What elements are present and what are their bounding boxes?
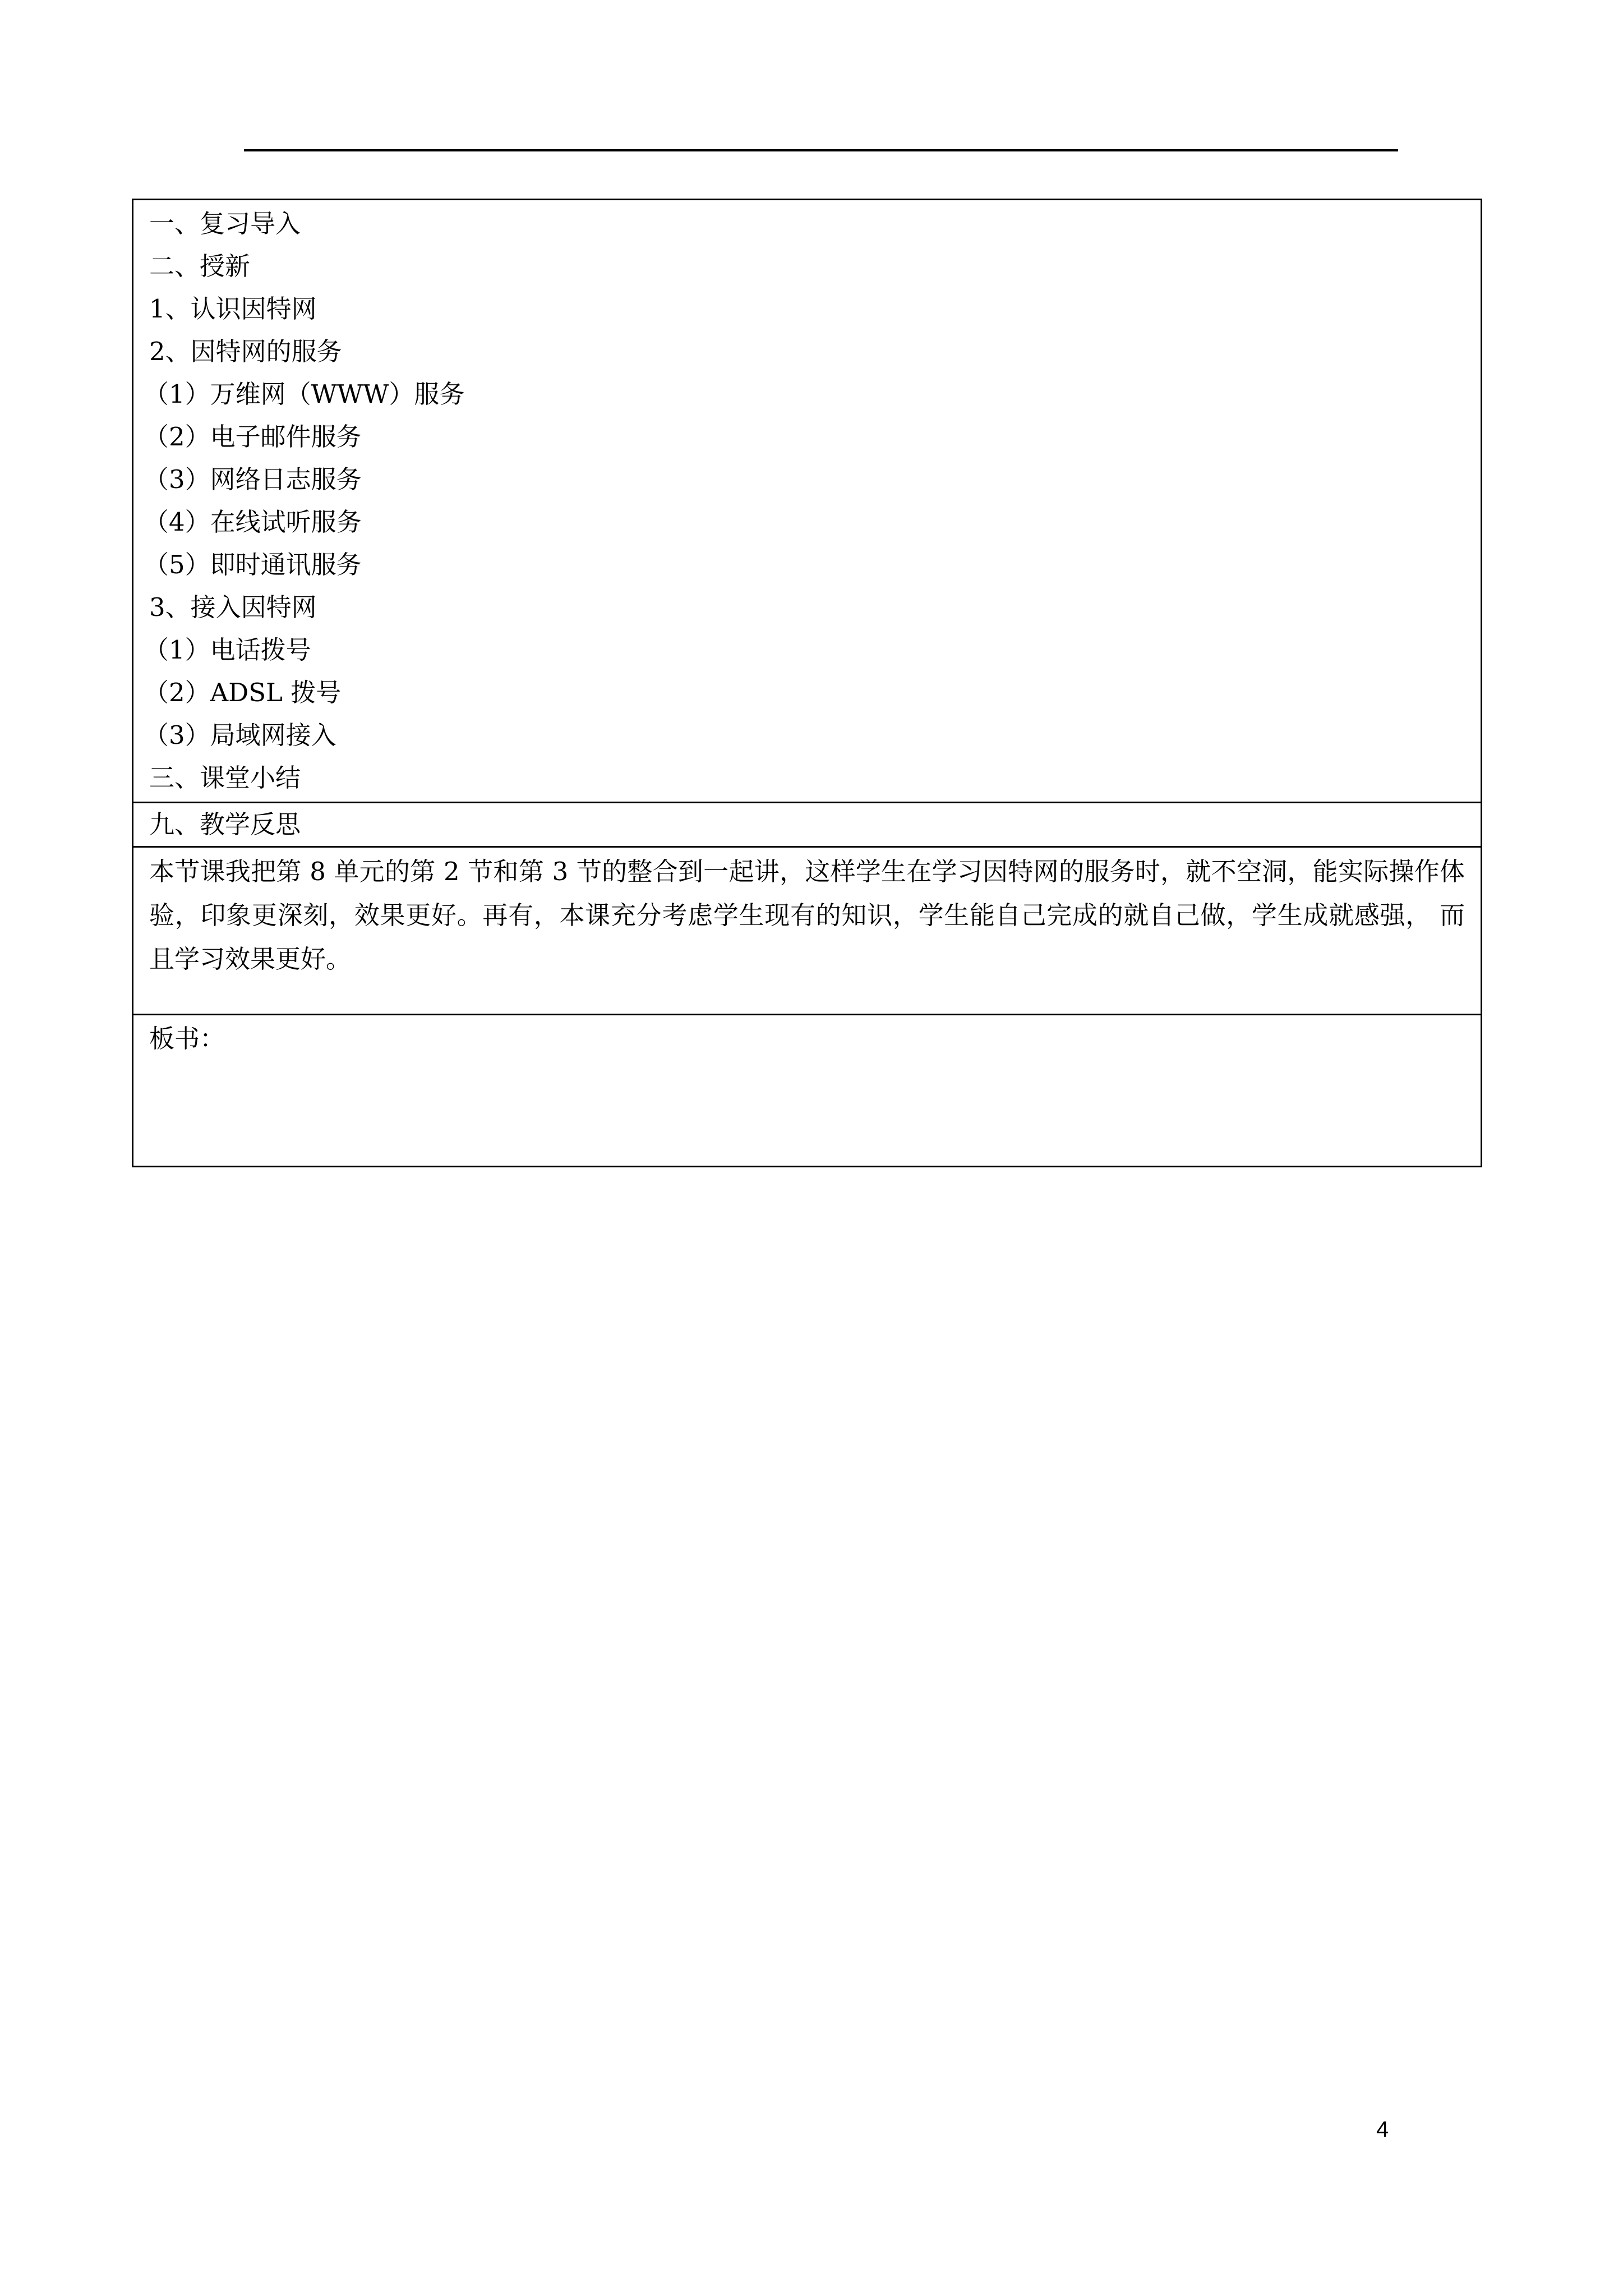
outline-item: 2、因特网的服务 [149, 337, 342, 366]
lesson-plan-table [132, 199, 1482, 1167]
outline-item: 3、接入因特网 [149, 592, 317, 622]
outline-item: （3）局域网接入 [144, 720, 336, 750]
outline-item: （4）在线试听服务 [144, 507, 362, 537]
page-number: 4 [1376, 2117, 1389, 2142]
outline-item: 一、复习导入 [149, 209, 301, 238]
outline-item: （1）电话拨号 [144, 635, 311, 665]
outline-item: （2）ADSL 拨号 [144, 678, 342, 707]
outline-item: （5）即时通讯服务 [144, 550, 362, 579]
header-rule [244, 149, 1398, 151]
outline-row [133, 200, 1482, 803]
board-label: 板书： [149, 1024, 225, 1053]
reflection-heading-row [133, 803, 1482, 847]
reflection-text: 本节课我把第 8 单元的第 2 节和第 3 节的整合到一起讲，这样学生在学习因特网的服务时，就不空洞，能实际操作体验，印象更深刻，效果更好。再有，本课充分考虑学生现有的知识，学生能自己完成的就自己做，学生成就感强， 而且学习效果更好。 [133, 847, 1482, 1015]
outline-cell [133, 200, 1482, 803]
outline-item: 三、课堂小结 [149, 763, 301, 793]
outline-item: （2）电子邮件服务 [144, 422, 362, 452]
board-cell [133, 1015, 1482, 1167]
outline-item: （1）万维网（WWW）服务 [144, 379, 465, 409]
board-row [133, 1015, 1482, 1167]
reflection-row [133, 847, 1482, 1015]
outline-item: 二、授新 [149, 251, 251, 281]
reflection-heading: 九、教学反思 [133, 803, 1482, 847]
outline-item: 1、认识因特网 [149, 294, 317, 324]
outline-item: （3）网络日志服务 [144, 464, 362, 494]
